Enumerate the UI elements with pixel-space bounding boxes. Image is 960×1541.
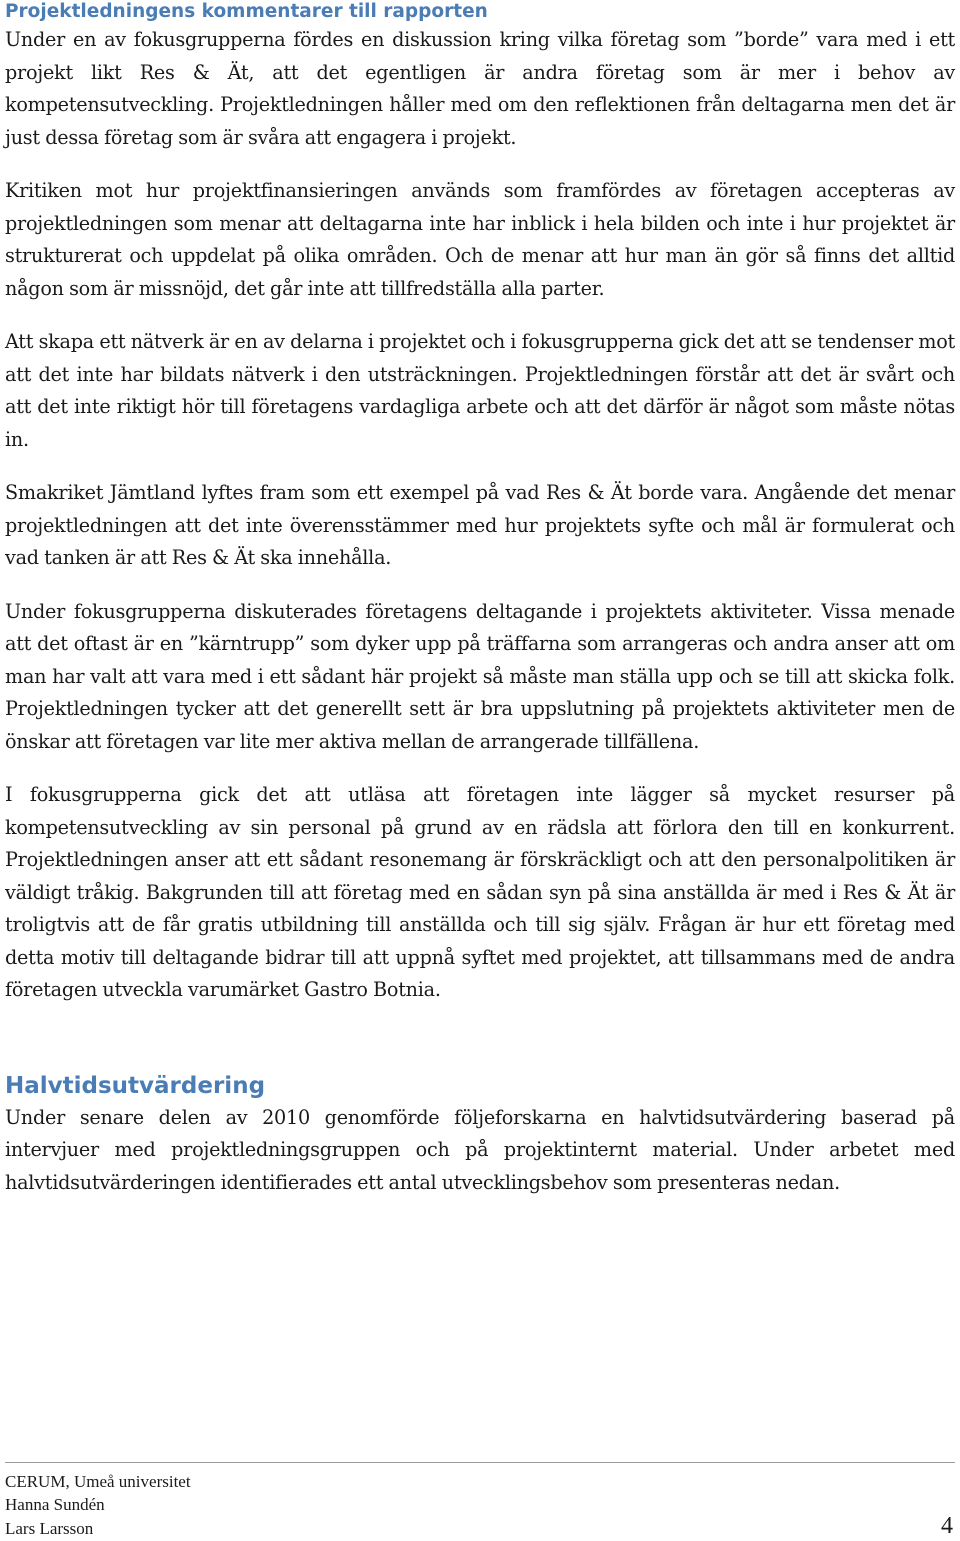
paragraph-deltagande-aktiviteter: Under fokusgrupperna diskuterades företagens deltagande i projektets aktiviteter. Vissa menade att det oftast är en ”kärntrupp” som dyker upp på träffarna som arrangeras och andra anser att om man har valt att vara med i ett sådant här projekt så måste man ställa upp och se till att skicka folk. Projektledningen tycker att det generellt sett är bra uppslutning på projektets aktiviteter men de önskar att företagen var lite mer aktiva mellan de arrangerade tillfällena. [5, 599, 955, 753]
section-heading-projektledningens-kommentarer: Projektledningens kommentarer till rapporten [5, 1, 488, 22]
paragraph-kompetensutveckling: I fokusgrupperna gick det att utläsa att företagen inte lägger så mycket resurser på kompetensutveckling av sin personal på grund av en rädsla att förlora den till en konkurrent. Projektledningen anser att ett sådant resonemang är förskräckligt och att den personalpolitiken är väldigt tråkig. Bakgrunden till att företag med en sådan syn på sina anställda är med i Res & Ät är troligtvis att de får gratis utbildning till anställda och till sig själv. Frågan är hur ett företag med detta motiv till deltagande bidrar till att uppnå syftet med projektet, att tillsammans med de andra företagen utveckla varumärket Gastro Botnia. [5, 783, 955, 1001]
footer-author-1: Hanna Sundén [5, 1495, 105, 1514]
paragraph-natverk: Att skapa ett nätverk är en av delarna i projektet och i fokusgrupperna gick det att se tendenser mot att det inte har bildats nätverk i den utsträckningen. Projektledningen förstår att det är svårt och att det inte riktigt hör till företagens vardagliga arbete och att det därför är något som måste nötas in. [5, 330, 955, 451]
page-footer [5, 1462, 955, 1541]
section-heading-halvtidsutvardering: Halvtidsutvärdering [5, 1072, 266, 1099]
paragraph-kritik-projektfinansiering: Kritiken mot hur projektfinansieringen används som framfördes av företagen accepteras av projektledningen som menar att deltagarna inte har inblick i hela bilden och inte i hur projektet är strukturerat och uppdelat på olika områden. Och de menar att hur man än gör så finns det alltid någon som är missnöjd, det går inte att tillfredställa alla parter. [5, 179, 955, 300]
footer-divider [5, 1462, 955, 1463]
page-content [5, 0, 955, 1199]
footer-organization: CERUM, Umeå universitet [5, 1472, 191, 1491]
footer-author-2: Lars Larsson [5, 1519, 94, 1538]
paragraph-fokusgrupp-diskussion: Under en av fokusgrupperna fördes en diskussion kring vilka företag som ”borde” vara med i ett projekt likt Res & Ät, att det egentligen är andra företag som är mer i behov av kompetensutveckling. Projektledningen håller med om den reflektionen från deltagarna men det är just dessa företag som är svåra att engagera i projekt. [5, 28, 955, 149]
paragraph-halvtidsutvardering: Under senare delen av 2010 genomförde följeforskarna en halvtidsutvärdering baserad på intervjuer med projektledningsgruppen och på projektinternt material. Under arbetet med halvtidsutvärderingen identifierades ett antal utvecklingsbehov som presenteras nedan. [5, 1105, 955, 1194]
paragraph-smakriket-jamtland: Smakriket Jämtland lyftes fram som ett exempel på vad Res & Ät borde vara. Angående det menar projektledningen att det inte överensstämmer med hur projektets syfte och mål är formulerat och vad tanken är att Res & Ät ska innehålla. [5, 481, 955, 569]
page-number: 4 [941, 1513, 953, 1539]
